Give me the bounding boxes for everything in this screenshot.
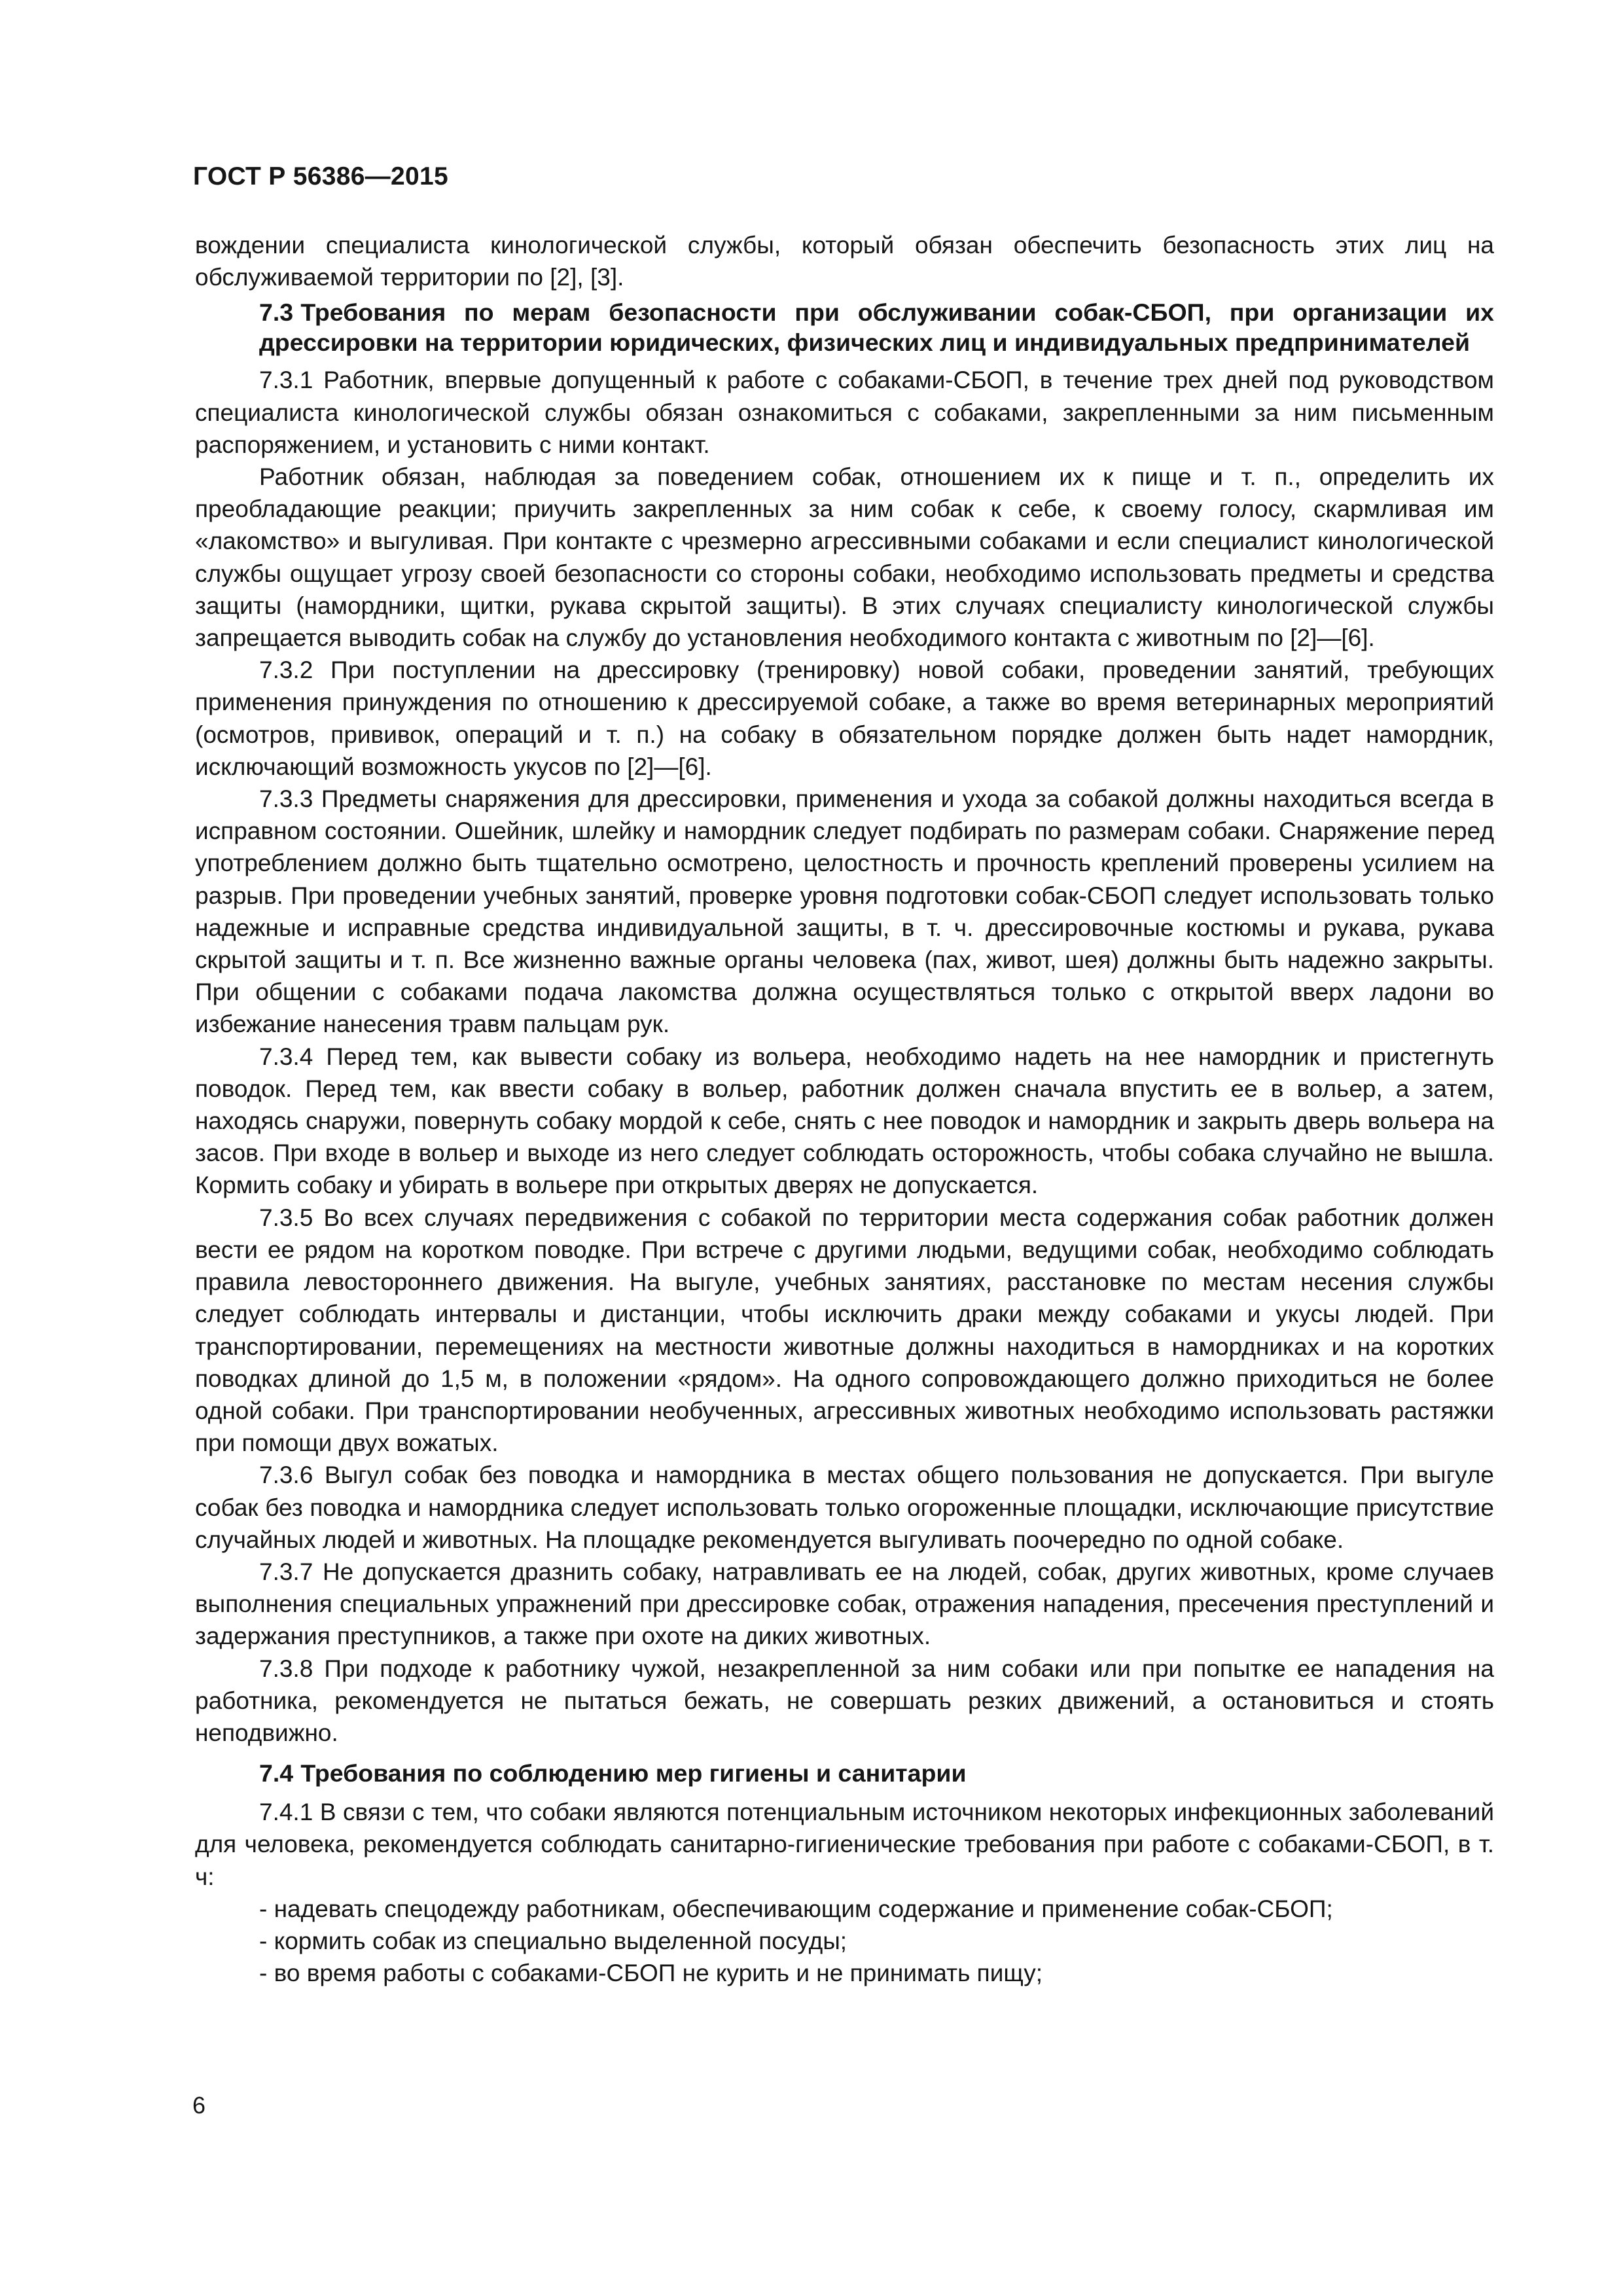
section-heading-7-4 xyxy=(195,1758,1494,1788)
paragraph-7-3-7: 7.3.7 Не допускается дразнить собаку, натравливать ее на людей, собак, других животных, кроме случаев выполнения специальных упражнений при дрессировке собак, отражения нападения, пресечения преступлений и задержания преступников, а также при охоте на диких животных. xyxy=(195,1558,1494,1650)
paragraph-7-3-6: 7.3.6 Выгул собак без поводка и намордника в местах общего пользования не допускается. При выгуле собак без поводка и намордника следует использовать только огороженные площадки, исключающие присутствие случайных людей и животных. На площадке рекомендуется выгуливать поочередно по одной собаке. xyxy=(195,1462,1494,1553)
section-title: Требования по мерам безопасности при обслуживании собак-СБОП, при организации их дрессировки на территории юридических, физических лиц и индивидуальных предпринимателей xyxy=(259,298,1494,357)
paragraph-7-4-1: 7.4.1 В связи с тем, что собаки являются потенциальным источником некоторых инфекционных заболеваний для человека, рекомендуется соблюдать санитарно-гигиенические требования при работе с собаками-СБОП, в т. ч: xyxy=(195,1799,1494,1890)
list-item: - надевать спецодежду работникам, обеспечивающим содержание и применение собак-СБОП; xyxy=(259,1895,1333,1922)
paragraph-7-3-3: 7.3.3 Предметы снаряжения для дрессировки, применения и ухода за собакой должны находиться всегда в исправном состоянии. Ошейник, шлейку и намордник следует подбирать по размерам собаки. Снаряжение перед употреблением должно быть тщательно осмотрено, целостность и прочность креплений проверены усилием на разрыв. При проведении учебных занятий, проверке уровня подготовки собак-СБОП следует использовать только надежные и исправные средства индивидуальной защиты, в т. ч. дрессировочные костюмы и рукава, рукава скрытой защиты и т. п. Все жизненно важные органы человека (пах, живот, шея) должны быть надежно закрыты. При общении с собаками подача лакомства должна осуществляться только с открытой вверх ладони во избежание нанесения травм пальцам рук. xyxy=(195,785,1494,1038)
list-item: - кормить собак из специально выделенной посуды; xyxy=(259,1927,847,1954)
section-number: 7.4 xyxy=(259,1759,294,1787)
document-body xyxy=(195,229,1494,1989)
paragraph-7-3-4: 7.3.4 Перед тем, как вывести собаку из вольера, необходимо надеть на нее намордник и пристегнуть поводок. Перед тем, как ввести собаку в вольер, работник должен сначала впустить ее в вольер, а затем, находясь снаружи, повернуть собаку мордой к себе, снять с нее поводок и намордник и закрыть дверь вольера на засов. При входе в вольер и выходе из него следует соблюдать осторожность, чтобы собака случайно не вышла. Кормить собаку и убирать в вольере при открытых дверях не допускается. xyxy=(195,1043,1494,1199)
document-header: ГОСТ Р 56386—2015 xyxy=(193,162,448,190)
paragraph-7-3-2: 7.3.2 При поступлении на дрессировку (тренировку) новой собаки, проведении занятий, требующих применения принуждения по отношению к дрессируемой собаке, а также во время ветеринарных мероприятий (осмотров, прививок, операций и т. п.) на собаку в обязательном порядке должен быть надет намордник, исключающий возможность укусов по [2]—[6]. xyxy=(195,656,1494,780)
section-heading-7-3 xyxy=(195,297,1494,357)
list-item: - во время работы с собаками-СБОП не курить и не принимать пищу; xyxy=(259,1960,1043,1987)
section-number: 7.3 xyxy=(259,298,294,327)
paragraph-7-3-1-continued: Работник обязан, наблюдая за поведением собак, отношением их к пище и т. п., определить их преобладающие реакции; приучить закрепленных за ним собак к себе, к своему голосу, скармливая им «лакомство» и выгуливая. При контакте с чрезмерно агрессивными собаками и если специалист кинологической службы ощущает угрозу своей безопасности со стороны собаки, необходимо использовать предметы и средства защиты (намордники, щитки, рукава скрытой защиты). В этих случаях специалисту кинологической службы запрещается выводить собак на службу до установления необходимого контакта с животным по [2]—[6]. xyxy=(195,463,1494,652)
paragraph-7-3-1: 7.3.1 Работник, впервые допущенный к работе с собаками-СБОП, в течение трех дней под руководством специалиста кинологической службы обязан ознакомиться с собаками, закрепленными за ним письменным распоряжением, и установить с ними контакт. xyxy=(195,367,1494,458)
section-title: Требования по соблюдению мер гигиены и санитарии xyxy=(300,1759,967,1787)
paragraph-7-3-5: 7.3.5 Во всех случаях передвижения с собакой по территории места содержания собак работник должен вести ее рядом на коротком поводке. При встрече с другими людьми, ведущими собак, необходимо соблюдать правила левостороннего движения. На выгуле, учебных занятиях, расстановке по местам несения службы следует соблюдать интервалы и дистанции, чтобы исключить драки между собаками и укусы людей. При транспортировании, перемещениях на местности животные должны находиться в намордниках и на коротких поводках длиной до 1,5 м, в положении «рядом». На одного сопровождающего должно приходиться не более одной собаки. При транспортировании необученных, агрессивных животных необходимо использовать растяжки при помощи двух вожатых. xyxy=(195,1204,1494,1457)
paragraph-7-3-8: 7.3.8 При подходе к работнику чужой, незакрепленной за ним собаки или при попытке ее нападения на работника, рекомендуется не пытаться бежать, не совершать резких движений, а остановиться и стоять неподвижно. xyxy=(195,1655,1494,1746)
page-number: 6 xyxy=(192,2092,206,2119)
intro-paragraph: вождении специалиста кинологической службы, который обязан обеспечить безопасность этих лиц на обслуживаемой территории по [2], [3]. xyxy=(195,232,1494,291)
